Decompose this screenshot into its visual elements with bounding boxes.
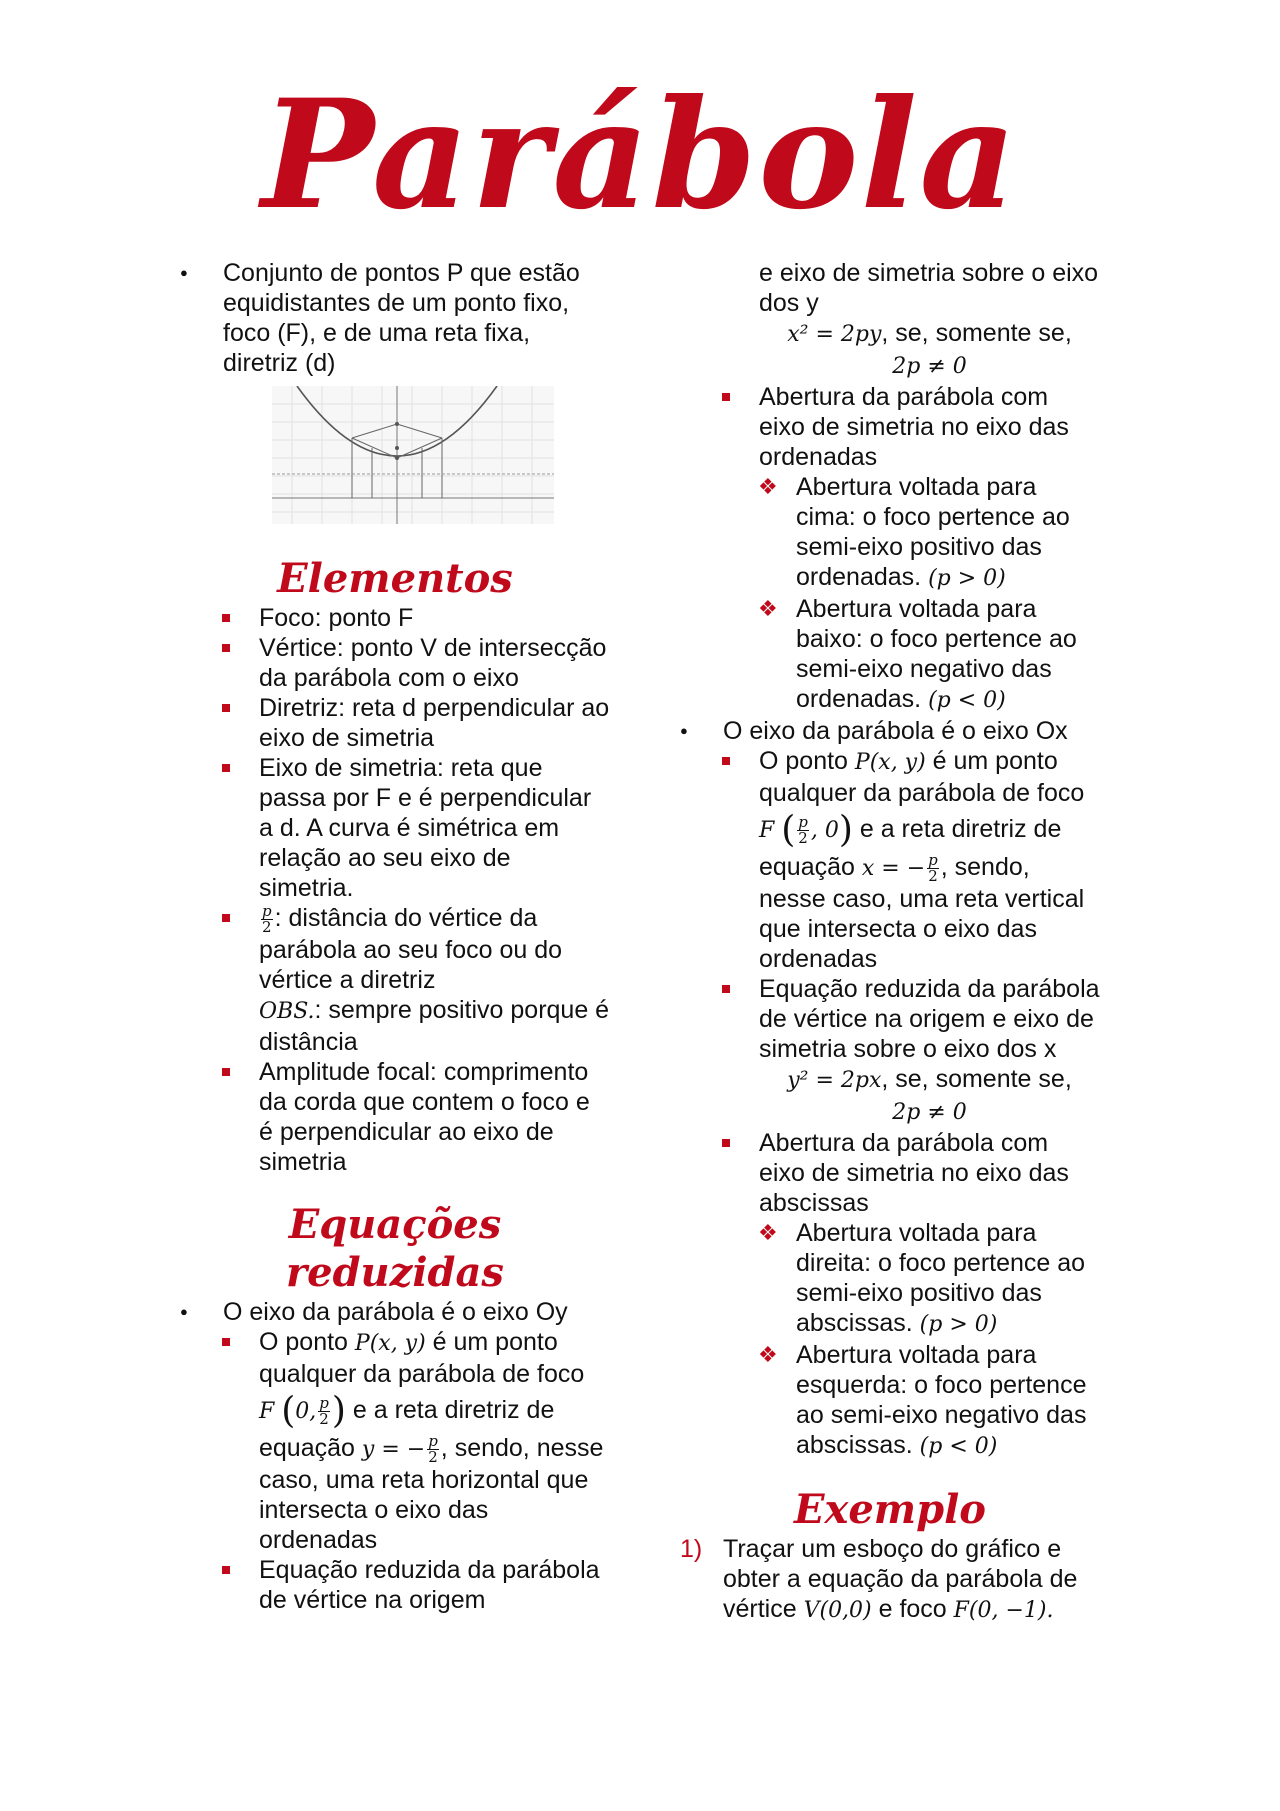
p-over-2: $\frac{p}{2}$ [262, 901, 272, 936]
exemplo-number: 1) [680, 1535, 703, 1563]
exemplo-focus: F(0, −1). [953, 1598, 1054, 1623]
diretriz-oy-frac: $\frac{p}{2}$ [428, 1431, 438, 1466]
direita-text: Abertura voltada para direita: o foco pertence ao semi-eixo positivo das abscissas. [796, 1219, 1086, 1337]
diretriz-oy-eq: y = − [361, 1436, 426, 1462]
page-title: Parábola [261, 67, 1019, 243]
eixo-simetria-text: Eixo de simetria: reta que passa por F e é perpendicular a d. A curva é simétrica em relação ao seu eixo de simetria. [259, 754, 592, 902]
parabola-figure [272, 386, 554, 524]
ponto-oy-math: P(x, y) [354, 1330, 426, 1356]
esquerda-item [758, 1340, 1100, 1462]
baixo-item [758, 594, 1100, 716]
direita-cond: (p > 0) [919, 1312, 998, 1337]
sendo-oy-text: , sendo, nesse caso, uma reta horizontal que intersecta o eixo das ordenadas [259, 1433, 604, 1554]
foco-ox-F: F [759, 818, 775, 843]
diretriz-oy-text: e a reta diretriz de [352, 1395, 555, 1424]
reduzida-oy-cont-text: e eixo de simetria sobre o eixo dos y [759, 259, 1099, 317]
obs-text: : sempre positivo porque é distância [259, 995, 610, 1056]
foco-oy-coord: 0, [295, 1398, 317, 1424]
foco-ox-frac: $\frac{p}{2}$ [798, 812, 808, 847]
foco-item [218, 603, 610, 633]
abertura-abs-text: Abertura da parábola com eixo de simetria no eixo das abscissas [759, 1129, 1069, 1217]
reduzida-ox-item [718, 974, 1100, 1064]
ponto-ox-math: P(x, y) [854, 750, 926, 775]
ponto-ox-lead: O ponto [759, 747, 848, 775]
p-half-text: : distância do vértice da parábola ao seu foco ou do vértice a diretriz [259, 904, 563, 994]
exemplo-text-a: Traçar um esboço do gráfico e obter a equação da parábola de vértice [723, 1535, 1078, 1623]
reduzida-oy-continued [759, 258, 1100, 318]
intro-bullet [180, 258, 610, 378]
cond-x-math: 2p ≠ 0 [892, 1100, 967, 1125]
eixo-simetria-item [218, 753, 610, 903]
cond-x-line [759, 1096, 1100, 1128]
equacoes-heading: Equações reduzidas [286, 1200, 504, 1296]
left-column [180, 258, 610, 1615]
elementos-heading: Elementos [277, 555, 513, 602]
diretriz-ox-text: e a reta diretriz de [859, 815, 1062, 843]
p-half-item [218, 903, 610, 1057]
sendo-ox-text: , sendo, nesse caso, uma reta vertical que intersecta o eixo das ordenadas [759, 853, 1085, 973]
baixo-cond: (p < 0) [928, 688, 1006, 713]
exemplo-vertex: V(0,0) [803, 1598, 872, 1623]
foco-text: Foco: ponto F [259, 604, 414, 632]
equacao-oy-word: equação [259, 1433, 355, 1462]
cima-text: Abertura voltada para cima: o foco pertence ao semi-eixo positivo das ordenadas. [796, 473, 1070, 591]
obs-label: OBS. [259, 998, 315, 1024]
foco-ox-coord: , 0 [810, 818, 839, 843]
foco-ox-line: F ( $\frac{p}{2}$ , 0) e a reta diretriz de [759, 809, 1062, 851]
amplitude-item [218, 1057, 610, 1177]
diretriz-ox-eq: x = − [861, 856, 926, 881]
vertice-item [218, 633, 610, 693]
esquerda-text: Abertura voltada para esquerda: o foco pertence ao semi-eixo negativo das abscissas. [796, 1341, 1087, 1459]
abertura-ord-item [718, 382, 1100, 472]
baixo-text: Abertura voltada para baixo: o foco pertence ao semi-eixo negativo das ordenadas. [796, 595, 1077, 713]
exemplo-text-b: e foco [878, 1595, 947, 1623]
vertice-text: Vértice: ponto V de intersecção da parábola com o eixo [259, 634, 607, 692]
foco-oy-line: F (0, $\frac{p}{2}$ ) e a reta diretriz de [259, 1390, 555, 1432]
abertura-abs-item [718, 1128, 1100, 1218]
cond-y-math: 2p ≠ 0 [892, 354, 967, 379]
direita-item [758, 1218, 1100, 1340]
ponto-oy-lead: O ponto [259, 1327, 348, 1356]
ox-text: O eixo da parábola é o eixo Ox [723, 717, 1068, 745]
ponto-oy-text: é um ponto qualquer da parábola de foco [259, 1327, 585, 1388]
foco-oy-F: F [259, 1398, 275, 1424]
ponto-ox-text: é um ponto qualquer da parábola de foco [759, 747, 1085, 807]
reduzida-ox-text: Equação reduzida da parábola de vértice na origem e eixo de simetria sobre o eixo dos x [759, 975, 1100, 1063]
ponto-ox-item [718, 746, 1100, 974]
ponto-oy-item [218, 1327, 610, 1555]
diretriz-text: Diretriz: reta d perpendicular ao eixo de simetria [259, 694, 610, 752]
abertura-ord-text: Abertura da parábola com eixo de simetria no eixo das ordenadas [759, 383, 1069, 471]
eq-x-tail: , se, somente se, [881, 1065, 1072, 1093]
right-column [680, 258, 1100, 1626]
exemplo-item [680, 1534, 1100, 1626]
eq-y-math: x² = 2py [787, 322, 882, 347]
eq-x-math: y² = 2px [787, 1068, 882, 1093]
diretriz-ox-frac: $\frac{p}{2}$ [928, 850, 938, 885]
esquerda-cond: (p < 0) [919, 1434, 998, 1459]
cima-cond: (p > 0) [928, 566, 1006, 591]
cond-y-line [759, 350, 1100, 382]
intro-text: Conjunto de pontos P que estão equidistantes de um ponto fixo, foco (F), e de uma reta fixa, diretriz (d) [223, 259, 580, 377]
foco-oy-frac: $\frac{p}{2}$ [319, 1393, 329, 1428]
oy-text: O eixo da parábola é o eixo Oy [223, 1297, 568, 1326]
oy-bullet [180, 1297, 610, 1327]
reduzida-oy-item [218, 1555, 610, 1615]
equacao-ox-word: equação [759, 853, 855, 881]
ox-bullet [680, 716, 1100, 746]
exemplo-heading: Exemplo [794, 1486, 986, 1533]
reduzida-oy-text: Equação reduzida da parábola de vértice na origem [259, 1555, 600, 1614]
eq-y-line [759, 318, 1100, 350]
eq-y-tail: , se, somente se, [881, 319, 1072, 347]
amplitude-text: Amplitude focal: comprimento da corda que contem o foco e é perpendicular ao eixo de simetria [259, 1057, 590, 1176]
cima-item [758, 472, 1100, 594]
diretriz-item [218, 693, 610, 753]
eq-x-line [759, 1064, 1100, 1096]
